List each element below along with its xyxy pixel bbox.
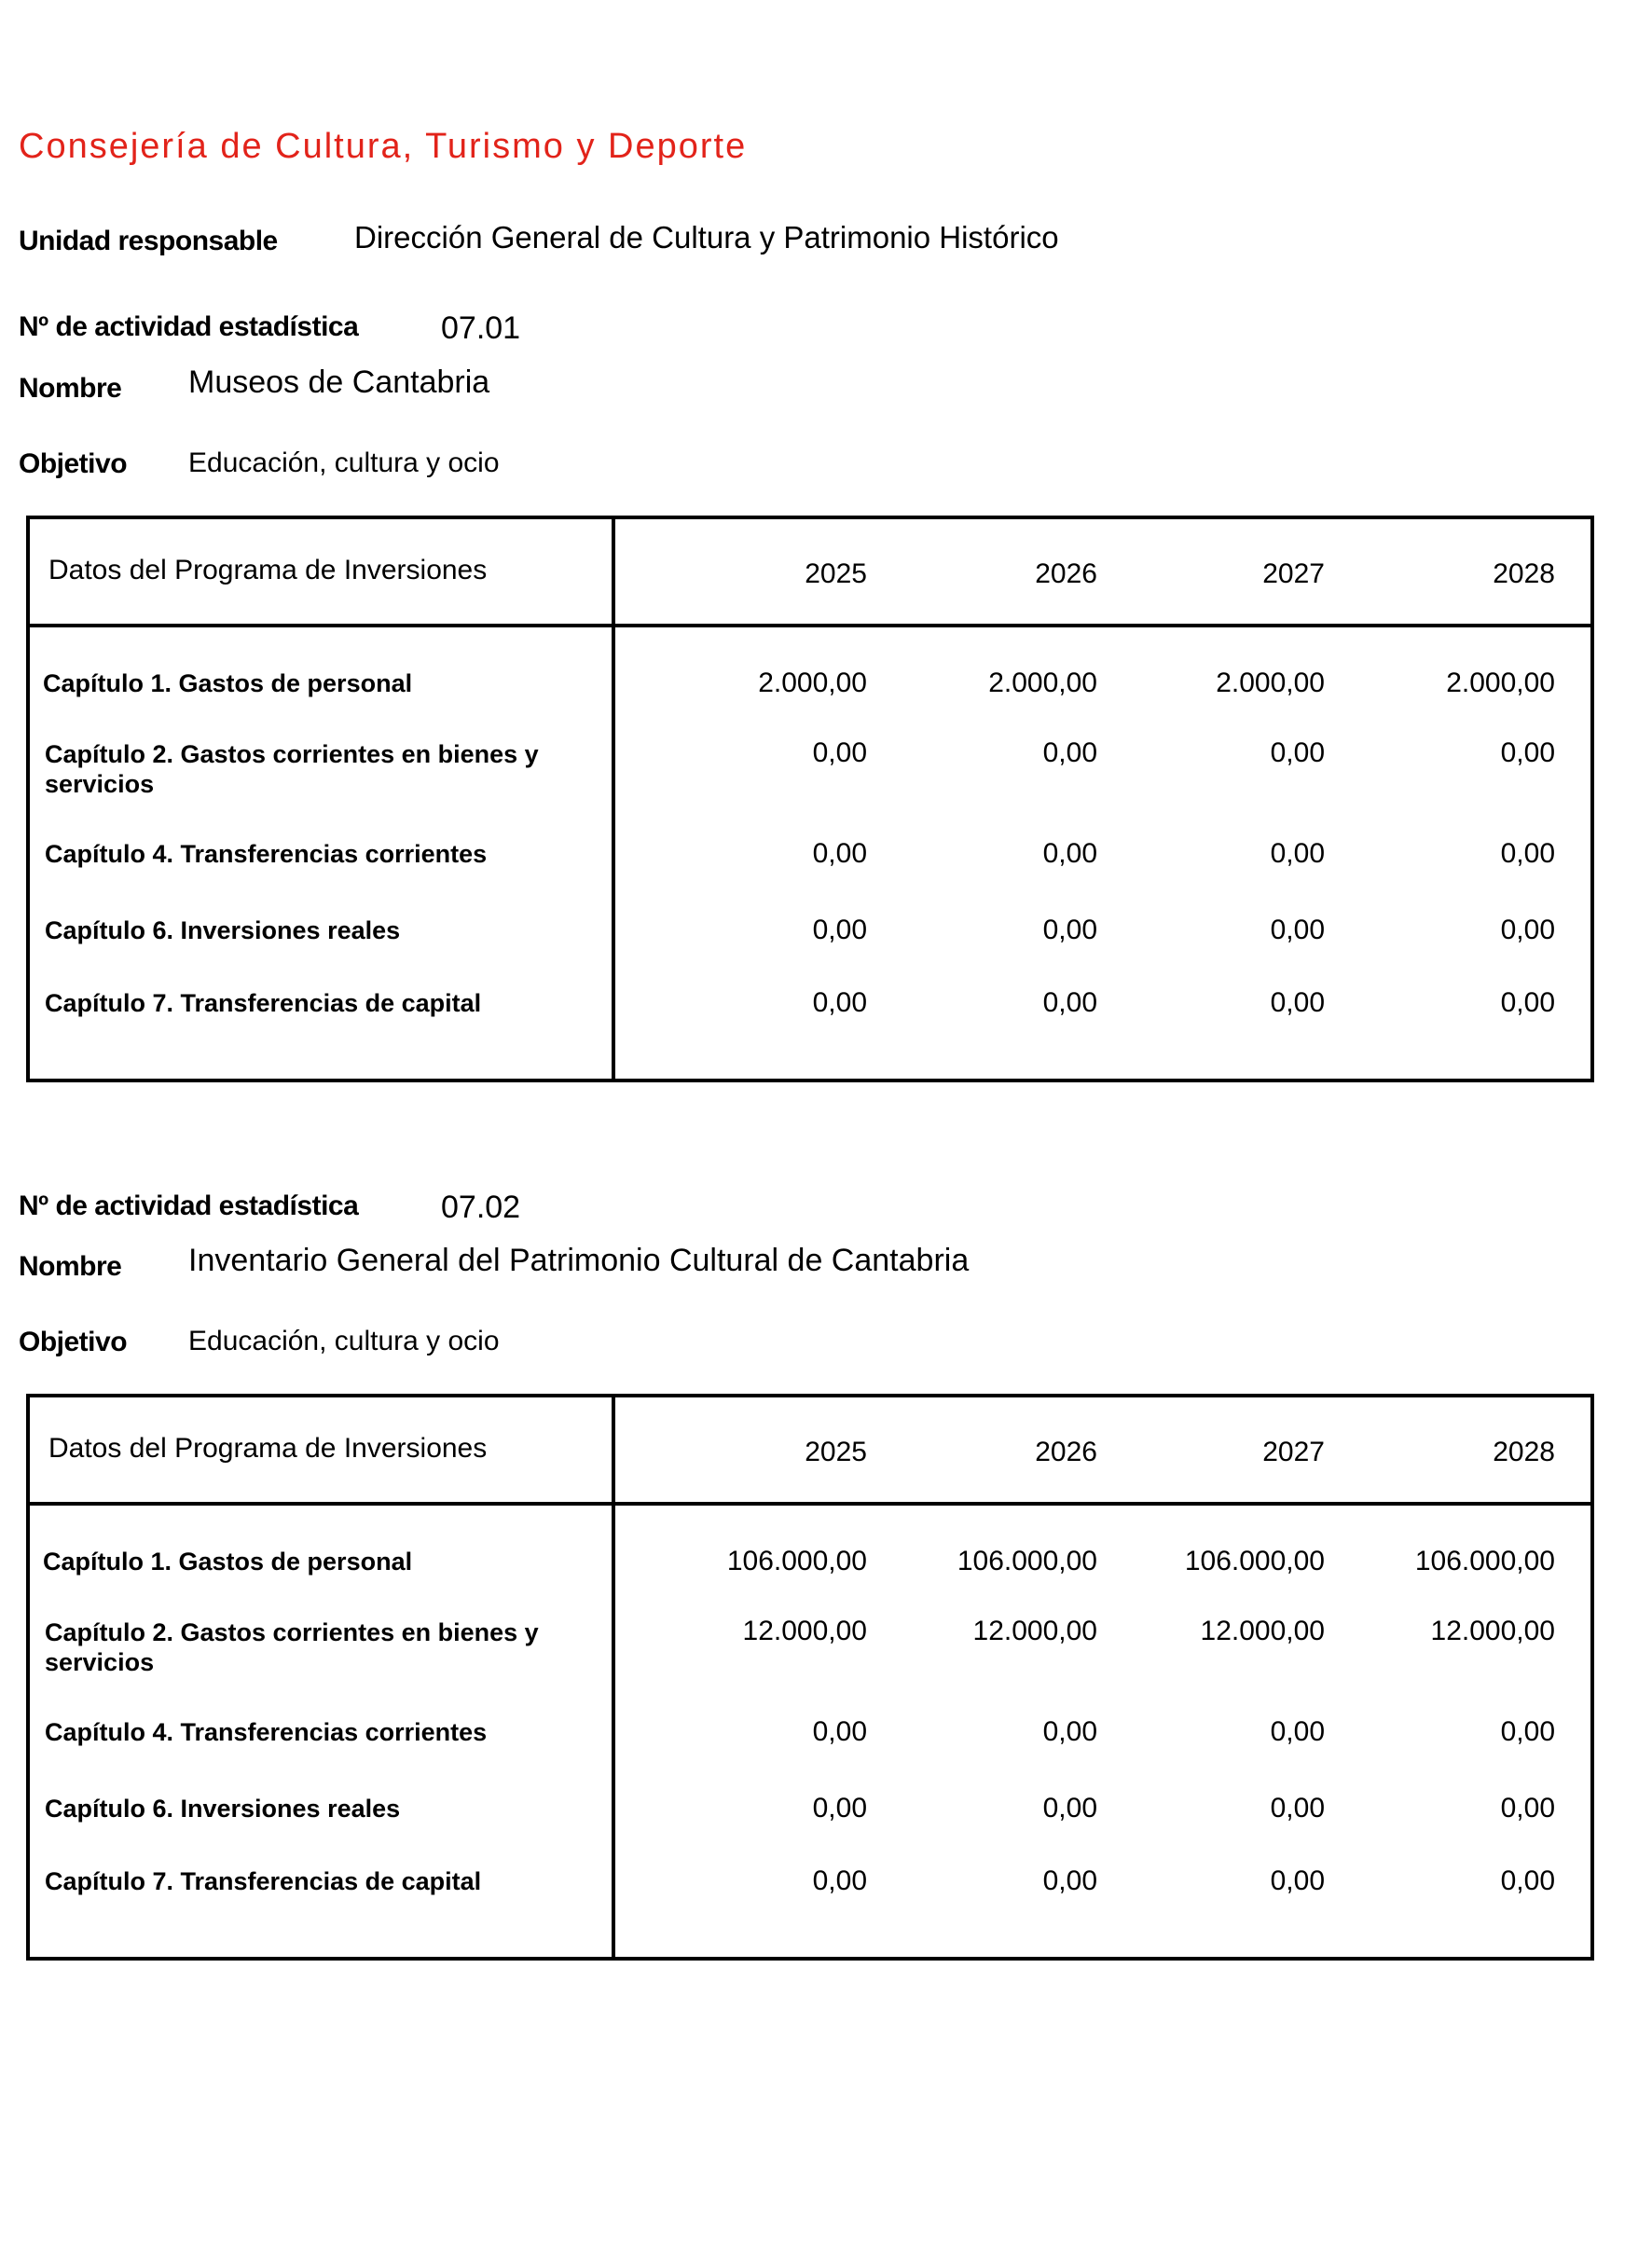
cell-value: 0,00	[812, 1793, 867, 1823]
cell-value: 106.000,00	[726, 1546, 867, 1576]
cell-value: 0,00	[1270, 838, 1325, 869]
year-header: 2027	[1262, 1437, 1325, 1467]
activity-objective: Educación, cultura y ocio	[188, 447, 500, 478]
cell-value: 0,00	[1042, 915, 1097, 945]
investment-table	[26, 516, 1594, 1082]
cell-value: 0,00	[1500, 987, 1555, 1018]
cell-value: 12.000,00	[1430, 1616, 1555, 1646]
cell-value: 0,00	[1042, 838, 1097, 869]
cell-value: 0,00	[812, 838, 867, 869]
cell-value: 2.000,00	[758, 667, 867, 698]
cell-value: 0,00	[1270, 1865, 1325, 1896]
cell-value: 2.000,00	[988, 667, 1097, 698]
table-header-divider	[30, 624, 1590, 627]
row-label: Capítulo 6. Inversiones reales	[45, 916, 401, 944]
activity-number-value: 07.02	[441, 1190, 521, 1225]
row-label: Capítulo 1. Gastos de personal	[43, 669, 413, 697]
activity-name: Inventario General del Patrimonio Cultural de Cantabria	[188, 1243, 970, 1278]
activity-number-label: Nº de actividad estadística	[19, 1190, 359, 1221]
activity-name: Museos de Cantabria	[188, 365, 490, 400]
year-header: 2027	[1262, 558, 1325, 589]
cell-value: 0,00	[812, 1716, 867, 1747]
row-label: Capítulo 1. Gastos de personal	[43, 1548, 413, 1576]
objective-label: Objetivo	[19, 448, 128, 479]
year-header: 2028	[1493, 1437, 1555, 1467]
cell-value: 12.000,00	[1200, 1616, 1325, 1646]
cell-value: 0,00	[1500, 1793, 1555, 1823]
year-header: 2028	[1493, 558, 1555, 589]
cell-value: 0,00	[1500, 737, 1555, 768]
cell-value: 0,00	[1500, 1865, 1555, 1896]
cell-value: 0,00	[1270, 737, 1325, 768]
cell-value: 0,00	[812, 737, 867, 768]
cell-value: 0,00	[1500, 1716, 1555, 1747]
year-header: 2025	[805, 1437, 867, 1467]
table-divider	[612, 1397, 615, 1957]
cell-value: 106.000,00	[957, 1546, 1097, 1576]
table-header-label: Datos del Programa de Inversiones	[48, 555, 488, 585]
objective-label: Objetivo	[19, 1327, 128, 1357]
row-label: Capítulo 2. Gastos corrientes en bienes y servicios	[45, 1618, 539, 1676]
activity-objective: Educación, cultura y ocio	[188, 1326, 500, 1356]
activity-number-value: 07.01	[441, 310, 521, 346]
table-divider	[612, 519, 615, 1079]
year-header: 2025	[805, 558, 867, 589]
cell-value: 0,00	[1042, 1865, 1097, 1896]
cell-value: 0,00	[1500, 915, 1555, 945]
page-title: Consejería de Cultura, Turismo y Deporte	[19, 127, 748, 166]
cell-value: 12.000,00	[742, 1616, 867, 1646]
name-label: Nombre	[19, 373, 122, 404]
cell-value: 0,00	[1500, 838, 1555, 869]
cell-value: 0,00	[812, 987, 867, 1018]
cell-value: 0,00	[1270, 915, 1325, 945]
cell-value: 0,00	[1270, 987, 1325, 1018]
table-header-divider	[30, 1502, 1590, 1506]
cell-value: 0,00	[1270, 1716, 1325, 1747]
cell-value: 2.000,00	[1446, 667, 1555, 698]
cell-value: 0,00	[1042, 1716, 1097, 1747]
unit-label: Unidad responsable	[19, 226, 278, 256]
row-label: Capítulo 4. Transferencias corrientes	[45, 840, 488, 868]
cell-value: 0,00	[812, 1865, 867, 1896]
unit-value: Dirección General de Cultura y Patrimonio Histórico	[354, 220, 1059, 255]
row-label: Capítulo 2. Gastos corrientes en bienes y servicios	[45, 740, 539, 798]
cell-value: 12.000,00	[972, 1616, 1097, 1646]
cell-value: 106.000,00	[1184, 1546, 1325, 1576]
row-label: Capítulo 6. Inversiones reales	[45, 1795, 401, 1823]
cell-value: 2.000,00	[1216, 667, 1325, 698]
name-label: Nombre	[19, 1251, 122, 1282]
cell-value: 0,00	[1042, 1793, 1097, 1823]
row-label: Capítulo 7. Transferencias de capital	[45, 989, 482, 1017]
cell-value: 0,00	[812, 915, 867, 945]
year-header: 2026	[1035, 558, 1097, 589]
row-label: Capítulo 4. Transferencias corrientes	[45, 1718, 488, 1746]
investment-table	[26, 1394, 1594, 1961]
cell-value: 106.000,00	[1414, 1546, 1555, 1576]
row-label: Capítulo 7. Transferencias de capital	[45, 1867, 482, 1895]
year-header: 2026	[1035, 1437, 1097, 1467]
activity-number-label: Nº de actividad estadística	[19, 311, 359, 342]
table-header-label: Datos del Programa de Inversiones	[48, 1433, 488, 1464]
cell-value: 0,00	[1042, 737, 1097, 768]
cell-value: 0,00	[1270, 1793, 1325, 1823]
cell-value: 0,00	[1042, 987, 1097, 1018]
